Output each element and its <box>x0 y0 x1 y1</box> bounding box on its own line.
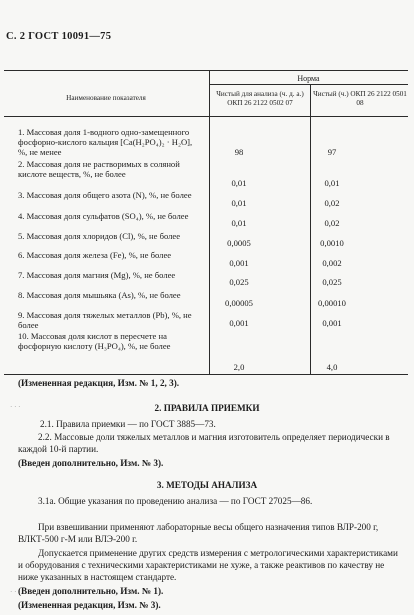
paragraph-2-1: 2.1. Правила приемки — по ГОСТ 3885—73. <box>40 419 216 429</box>
table-row-label-1: 1. Массовая доля 1-водного одно-замещенного фосфорно-кислого кальция [Ca(H₂PO₄)₂ · H₂O], %, не менее <box>18 127 193 158</box>
table-cell-ch-10: 4,0 <box>326 362 338 372</box>
table-cell-chda-8: 0,00005 <box>225 298 253 308</box>
revision-note-section3: (Измененная редакция, Изм. № 3). <box>18 600 161 610</box>
paragraph-3-1a: 3.1а. Общие указания по проведению анализа — по ГОСТ 27025—86. <box>38 496 313 506</box>
table-cell-chda-3: 0,01 <box>231 198 247 208</box>
table-row-label-7: 7. Массовая доля магния (Mg), %, не более <box>18 270 176 280</box>
addition-note-section2: (Введен дополнительно, Изм. № 3). <box>18 458 164 468</box>
table-cell-ch-9: 0,001 <box>322 318 342 328</box>
table-cell-ch-6: 0,002 <box>322 258 342 268</box>
bleed-through-mark-2: · · · <box>10 588 21 596</box>
page-header: С. 2 ГОСТ 10091—75 <box>6 31 112 42</box>
bleed-through-mark-1: · · · <box>10 403 21 411</box>
table-header-rule <box>4 116 408 117</box>
table-row-label-6: 6. Массовая доля железа (Fe), %, не более <box>18 250 172 260</box>
section-title-methods: 3. МЕТОДЫ АНАЛИЗА <box>156 480 258 490</box>
table-cell-ch-1: 97 <box>327 147 337 157</box>
column-header-chda: Чистый для анализа (ч. д. а.) ОКП 26 2122 0502 07 <box>216 90 304 107</box>
table-row-label-9: 9. Массовая доля тяжелых металлов (Pb), %, не более <box>18 310 192 331</box>
table-bottom-rule <box>4 374 408 375</box>
paragraph-2-2: 2.2. Массовые доли тяжелых металлов и магния изготовитель определяет периодически в каждой 10-й партии. <box>18 432 390 454</box>
table-row-label-3: 3. Массовая доля общего азота (N), %, не более <box>18 190 192 200</box>
table-cell-chda-9: 0,001 <box>229 318 249 328</box>
table-cell-ch-4: 0,02 <box>324 218 340 228</box>
table-cell-chda-5: 0,0005 <box>227 238 251 248</box>
table-cell-chda-10: 2,0 <box>233 362 245 372</box>
table-cell-chda-2: 0,01 <box>231 178 247 188</box>
column-header-norm: Норма <box>297 74 320 83</box>
table-cell-ch-2: 0,01 <box>324 178 340 188</box>
column-header-indicator: Наименование показателя <box>66 94 146 102</box>
addition-note-section3: (Введен дополнительно, Изм. № 1). <box>18 586 164 596</box>
table-top-rule <box>4 70 408 71</box>
revision-note-table: (Измененная редакция, Изм. № 1, 2, 3). <box>18 378 180 388</box>
table-cell-ch-5: 0,0010 <box>320 238 344 248</box>
table-col-divider-2 <box>310 84 311 374</box>
table-cell-ch-8: 0,00010 <box>318 298 346 308</box>
table-cell-chda-4: 0,01 <box>231 218 247 228</box>
table-row-label-5: 5. Массовая доля хлоридов (Cl), %, не более <box>18 231 181 241</box>
table-cell-ch-3: 0,02 <box>324 198 340 208</box>
paragraph-weighing: При взвешивании применяют лабораторные весы общего назначения типов ВЛР-200 г, ВЛКТ-500 г-М или ВЛЭ-200 г. <box>18 522 379 544</box>
paragraph-alternatives: Допускается применение других средств измерения с метрологическими характеристиками и оборудования с техническими характеристиками не хуже, а также реактивов по качеству не ниже указанных в настоящем стандарте. <box>18 548 398 582</box>
table-row-label-2: 2. Массовая доля не растворимых в соляной кислоте веществ, %, не более <box>18 159 180 180</box>
section-title-acceptance: 2. ПРАВИЛА ПРИЕМКИ <box>154 403 260 413</box>
column-header-ch: Чистый (ч.) ОКП 26 2122 0501 08 <box>313 90 407 107</box>
table-cell-chda-7: 0,025 <box>229 277 249 287</box>
table-norm-rule <box>209 84 408 85</box>
table-row-label-4: 4. Массовая доля сульфатов (SO₄), %, не более <box>18 211 189 221</box>
table-cell-chda-1: 98 <box>234 147 244 157</box>
table-row-label-8: 8. Массовая доля мышьяка (As), %, не более <box>18 290 181 300</box>
table-row-label-10: 10. Массовая доля кислот в пересчете на фосфорную кислоту (H₃PO₄), %, не более <box>18 331 171 352</box>
table-cell-chda-6: 0,001 <box>229 258 249 268</box>
table-cell-ch-7: 0,025 <box>322 277 342 287</box>
